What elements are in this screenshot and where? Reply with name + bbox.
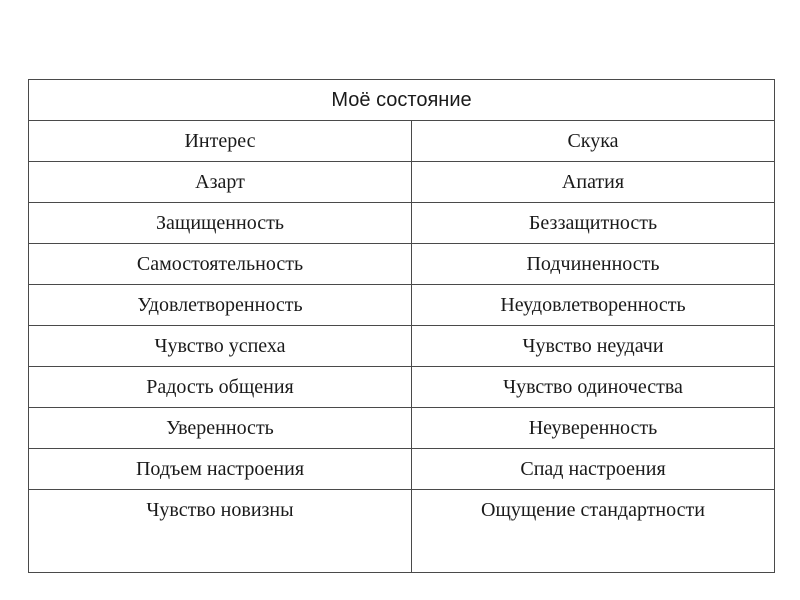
table-row xyxy=(29,121,775,162)
negative-state-cell: Неуверенность xyxy=(412,408,775,449)
table-row xyxy=(29,285,775,326)
table-row xyxy=(29,408,775,449)
positive-state-cell: Удовлетворенность xyxy=(29,285,412,326)
negative-state-cell: Апатия xyxy=(412,162,775,203)
positive-state-cell: Подъем настроения xyxy=(29,449,412,490)
positive-state-cell: Чувство успеха xyxy=(29,326,412,367)
negative-state-cell: Беззащитность xyxy=(412,203,775,244)
table-row xyxy=(29,244,775,285)
positive-state-cell: Уверенность xyxy=(29,408,412,449)
positive-state-cell: Интерес xyxy=(29,121,412,162)
table-row xyxy=(29,326,775,367)
table-row xyxy=(29,449,775,490)
table-header-row xyxy=(29,80,775,121)
negative-state-cell: Чувство одиночества xyxy=(412,367,775,408)
table-row xyxy=(29,367,775,408)
table-row xyxy=(29,162,775,203)
table-title: Моё состояние xyxy=(29,80,775,121)
positive-state-cell: Радость общения xyxy=(29,367,412,408)
negative-state-cell: Неудовлетворенность xyxy=(412,285,775,326)
negative-state-cell: Спад настроения xyxy=(412,449,775,490)
negative-state-cell: Ощущение стандартности xyxy=(412,490,775,573)
table-row xyxy=(29,203,775,244)
positive-state-cell: Азарт xyxy=(29,162,412,203)
table-row xyxy=(29,490,775,573)
positive-state-cell: Самостоятельность xyxy=(29,244,412,285)
negative-state-cell: Подчиненность xyxy=(412,244,775,285)
negative-state-cell: Скука xyxy=(412,121,775,162)
positive-state-cell: Чувство новизны xyxy=(29,490,412,573)
states-table xyxy=(28,79,775,573)
positive-state-cell: Защищенность xyxy=(29,203,412,244)
negative-state-cell: Чувство неудачи xyxy=(412,326,775,367)
